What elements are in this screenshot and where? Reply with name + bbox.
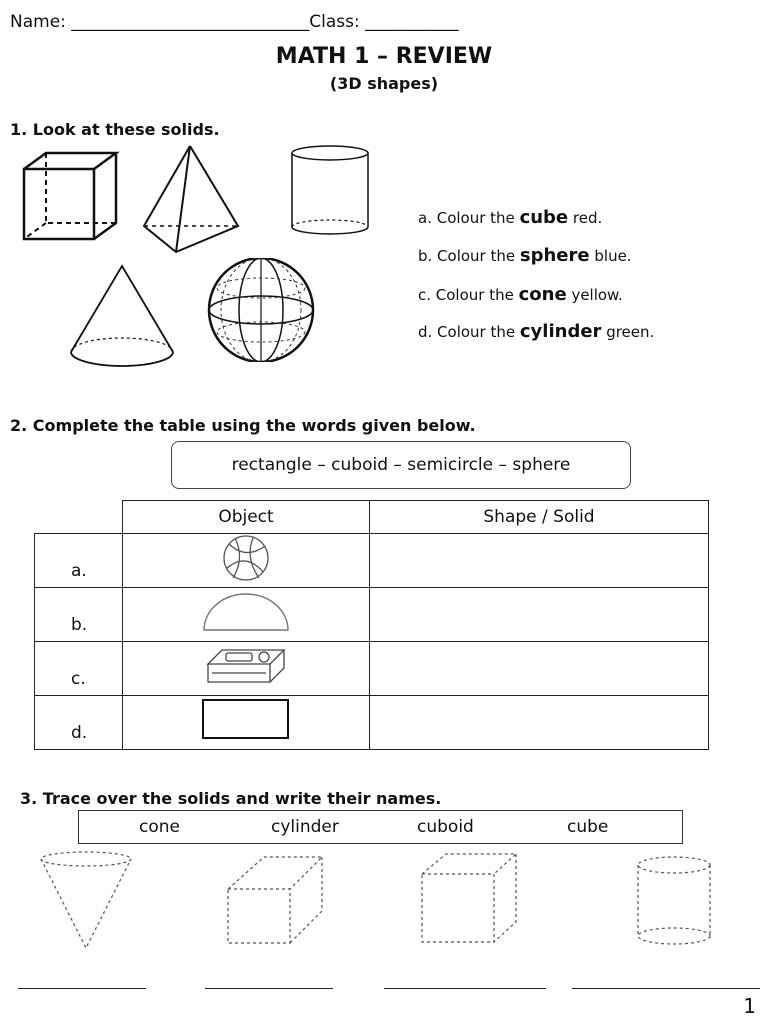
instruction-c-prefix: c. Colour the <box>418 286 519 304</box>
instruction-d-prefix: d. Colour the <box>418 323 520 341</box>
trace-word-cylinder: cylinder <box>271 817 339 837</box>
table-row <box>35 696 709 750</box>
row-label: c. <box>35 642 123 696</box>
sphere-icon <box>204 258 318 362</box>
column-header-object: Object <box>123 501 370 534</box>
question-1-heading: 1. Look at these solids. <box>10 120 220 139</box>
instruction-b-prefix: b. Colour the <box>418 247 520 265</box>
shape-answer-cell[interactable] <box>370 642 709 696</box>
object-cell <box>123 588 370 642</box>
row-label: b. <box>35 588 123 642</box>
instruction-a-prefix: a. Colour the <box>418 209 520 227</box>
question-2-heading: 2. Complete the table using the words given below. <box>10 416 476 435</box>
semicircle-icon <box>202 590 290 634</box>
instruction-c-word: cone <box>518 284 567 305</box>
table-corner <box>35 501 123 534</box>
shape-answer-cell[interactable] <box>370 696 709 750</box>
answer-table <box>34 500 709 750</box>
pyramid-icon <box>140 142 244 257</box>
trace-word-cuboid: cuboid <box>417 817 474 837</box>
instruction-b-suffix: blue. <box>589 247 632 265</box>
dashed-cone-icon <box>38 850 134 952</box>
instruction-d-word: cylinder <box>519 321 602 342</box>
instruction-a <box>418 207 602 228</box>
rectangle-icon <box>201 698 291 742</box>
cube-icon <box>20 145 120 245</box>
trace-word-cone: cone <box>139 817 180 837</box>
instruction-b <box>418 245 632 266</box>
instruction-d <box>418 321 654 342</box>
answer-line-3[interactable] <box>384 988 546 989</box>
dashed-cylinder-icon <box>634 854 714 948</box>
instruction-d-suffix: green. <box>601 323 655 341</box>
object-cell <box>123 534 370 588</box>
instruction-a-suffix: red. <box>568 209 603 227</box>
eraser-icon <box>204 642 288 690</box>
shape-answer-cell[interactable] <box>370 534 709 588</box>
object-cell <box>123 642 370 696</box>
instruction-a-word: cube <box>519 207 569 228</box>
dashed-cube-icon <box>418 850 520 946</box>
cone-icon <box>66 262 178 372</box>
answer-line-2[interactable] <box>205 988 333 989</box>
shape-answer-cell[interactable] <box>370 588 709 642</box>
trace-word-cube: cube <box>567 817 609 837</box>
answer-line-1[interactable] <box>18 988 146 989</box>
column-header-shape: Shape / Solid <box>370 501 709 534</box>
name-class-line: Name: ____________________________Class: ___________ <box>10 12 459 32</box>
basketball-icon <box>221 534 271 582</box>
cylinder-icon <box>288 143 372 239</box>
dashed-cuboid-icon <box>224 853 326 947</box>
page-number: 1 <box>743 994 756 1018</box>
instruction-c-suffix: yellow. <box>566 286 623 304</box>
table-row <box>35 588 709 642</box>
row-label: d. <box>35 696 123 750</box>
page-subtitle: (3D shapes) <box>329 74 439 93</box>
word-bank: rectangle – cuboid – semicircle – sphere <box>171 441 631 489</box>
instruction-c <box>418 284 623 305</box>
table-row <box>35 642 709 696</box>
question-3-heading: 3. Trace over the solids and write their names. <box>20 789 442 808</box>
page-title: MATH 1 – REVIEW <box>275 44 493 69</box>
instruction-b-word: sphere <box>519 245 590 266</box>
row-label: a. <box>35 534 123 588</box>
table-row <box>35 534 709 588</box>
object-cell <box>123 696 370 750</box>
answer-line-4[interactable] <box>572 988 760 989</box>
